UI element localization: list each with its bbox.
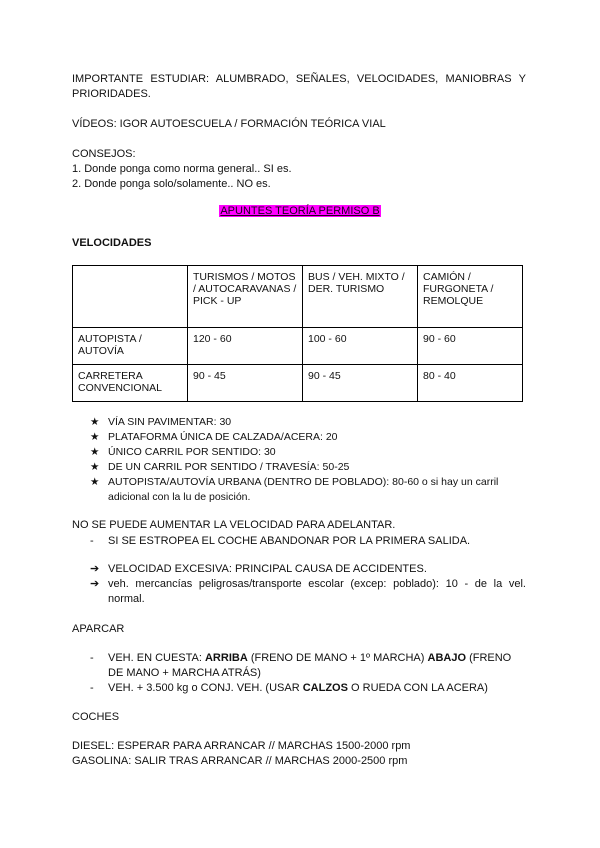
diesel-line: DIESEL: ESPERAR PARA ARRANCAR // MARCHAS 1500-2000 rpm [72,740,411,752]
important-note: IMPORTANTE ESTUDIAR: ALUMBRADO, SEÑALES, VELOCIDADES, MANIOBRAS Y PRIORIDADES. [72,73,526,100]
star-icon: ★ [90,476,100,488]
table-header-cell: TURISMOS / MOTOS / AUTOCARAVANAS / PICK - UP [188,266,303,328]
table-cell: 80 - 40 [418,365,523,402]
adelantar-list [90,534,528,549]
aparcar-heading: APARCAR [72,623,125,635]
speed-table [72,265,523,402]
star-icon: ★ [90,431,100,443]
list-item [90,460,528,475]
tip-item: 1. Donde ponga como norma general.. SI es. [72,163,292,175]
list-item [90,534,528,549]
table-row [73,328,523,365]
coches-heading: COCHES [72,711,120,723]
table-row-label: CARRETERA CONVENCIONAL [73,365,188,402]
dash-marker: - [90,535,94,547]
list-item-text [108,682,488,694]
velocidades-heading: VELOCIDADES [72,237,152,249]
list-item [90,681,526,696]
list-item-text: AUTOPISTA/AUTOVÍA URBANA (DENTRO DE POBLADO): 80-60 o si hay un carril adicional con la lu de posición. [108,476,499,503]
list-item [90,415,528,430]
bold-run: ARRIBA [204,652,248,664]
table-cell: 90 - 45 [303,365,418,402]
tips-title: CONSEJOS: [72,148,136,160]
list-item-text [108,652,511,679]
star-icon: ★ [90,461,100,473]
table-cell: 100 - 60 [303,328,418,365]
highlighted-title: APUNTES TEORÍA PERMISO B [220,205,380,217]
arrow-icon: ➔ [90,578,100,590]
videos-note: VÍDEOS: IGOR AUTOESCUELA / FORMACIÓN TEÓRICA VIAL [72,118,386,130]
list-item [90,562,526,577]
star-icon: ★ [90,416,100,428]
arrow-icon: ➔ [90,563,100,575]
text-run: VEH. + 3.500 kg o CONJ. VEH. (USAR [108,682,303,694]
gasolina-line: GASOLINA: SALIR TRAS ARRANCAR // MARCHAS 2000-2500 rpm [72,755,408,767]
bold-run: CALZOS [302,682,348,694]
aparcar-list [90,651,526,696]
table-header-cell: CAMIÓN / FURGONETA / REMOLQUE [418,266,523,328]
table-cell: 90 - 45 [188,365,303,402]
list-item [90,475,528,505]
table-cell: 120 - 60 [188,328,303,365]
list-item [90,445,528,460]
text-run: O RUEDA CON LA ACERA) [347,682,488,694]
list-item-text: veh. mercancías peligrosas/transporte escolar (excep: poblado): 10 - de la vel. normal. [108,578,526,605]
table-cell [73,266,188,328]
text-run: (FRENO DE MANO + MARCHA ATRÁS) [108,652,512,679]
list-item [90,577,526,607]
list-item [90,651,526,681]
text-run: (FRENO DE MANO + 1º MARCHA) [247,652,428,664]
table-row [73,365,523,402]
dash-marker: - [90,682,94,694]
table-cell: 90 - 60 [418,328,523,365]
list-item-text: SI SE ESTROPEA EL COCHE ABANDONAR POR LA PRIMERA SALIDA. [108,535,471,547]
arrow-list [90,562,526,607]
list-item [90,430,528,445]
list-item-text: PLATAFORMA ÚNICA DE CALZADA/ACERA: 20 [108,431,338,443]
list-item-text: DE UN CARRIL POR SENTIDO / TRAVESÍA: 50-25 [108,461,350,473]
table-row-label: AUTOPISTA / AUTOVÍA [73,328,188,365]
dash-marker: - [90,652,94,664]
adelantar-note: NO SE PUEDE AUMENTAR LA VELOCIDAD PARA ADELANTAR. [72,519,396,531]
tip-item: 2. Donde ponga solo/solamente.. NO es. [72,178,271,190]
highlight-title-row [0,204,600,219]
star-icon: ★ [90,446,100,458]
list-item-text: VELOCIDAD EXCESIVA: PRINCIPAL CAUSA DE ACCIDENTES. [108,563,427,575]
tips-section [72,147,526,192]
bold-run: ABAJO [427,652,467,664]
table-header-row [73,266,523,328]
list-item-text: ÚNICO CARRIL POR SENTIDO: 30 [108,446,276,458]
table-header-cell: BUS / VEH. MIXTO / DER. TURISMO [303,266,418,328]
list-item-text: VÍA SIN PAVIMENTAR: 30 [108,416,232,428]
text-run: VEH. EN CUESTA: [108,652,205,664]
speed-bullet-list [90,415,528,505]
